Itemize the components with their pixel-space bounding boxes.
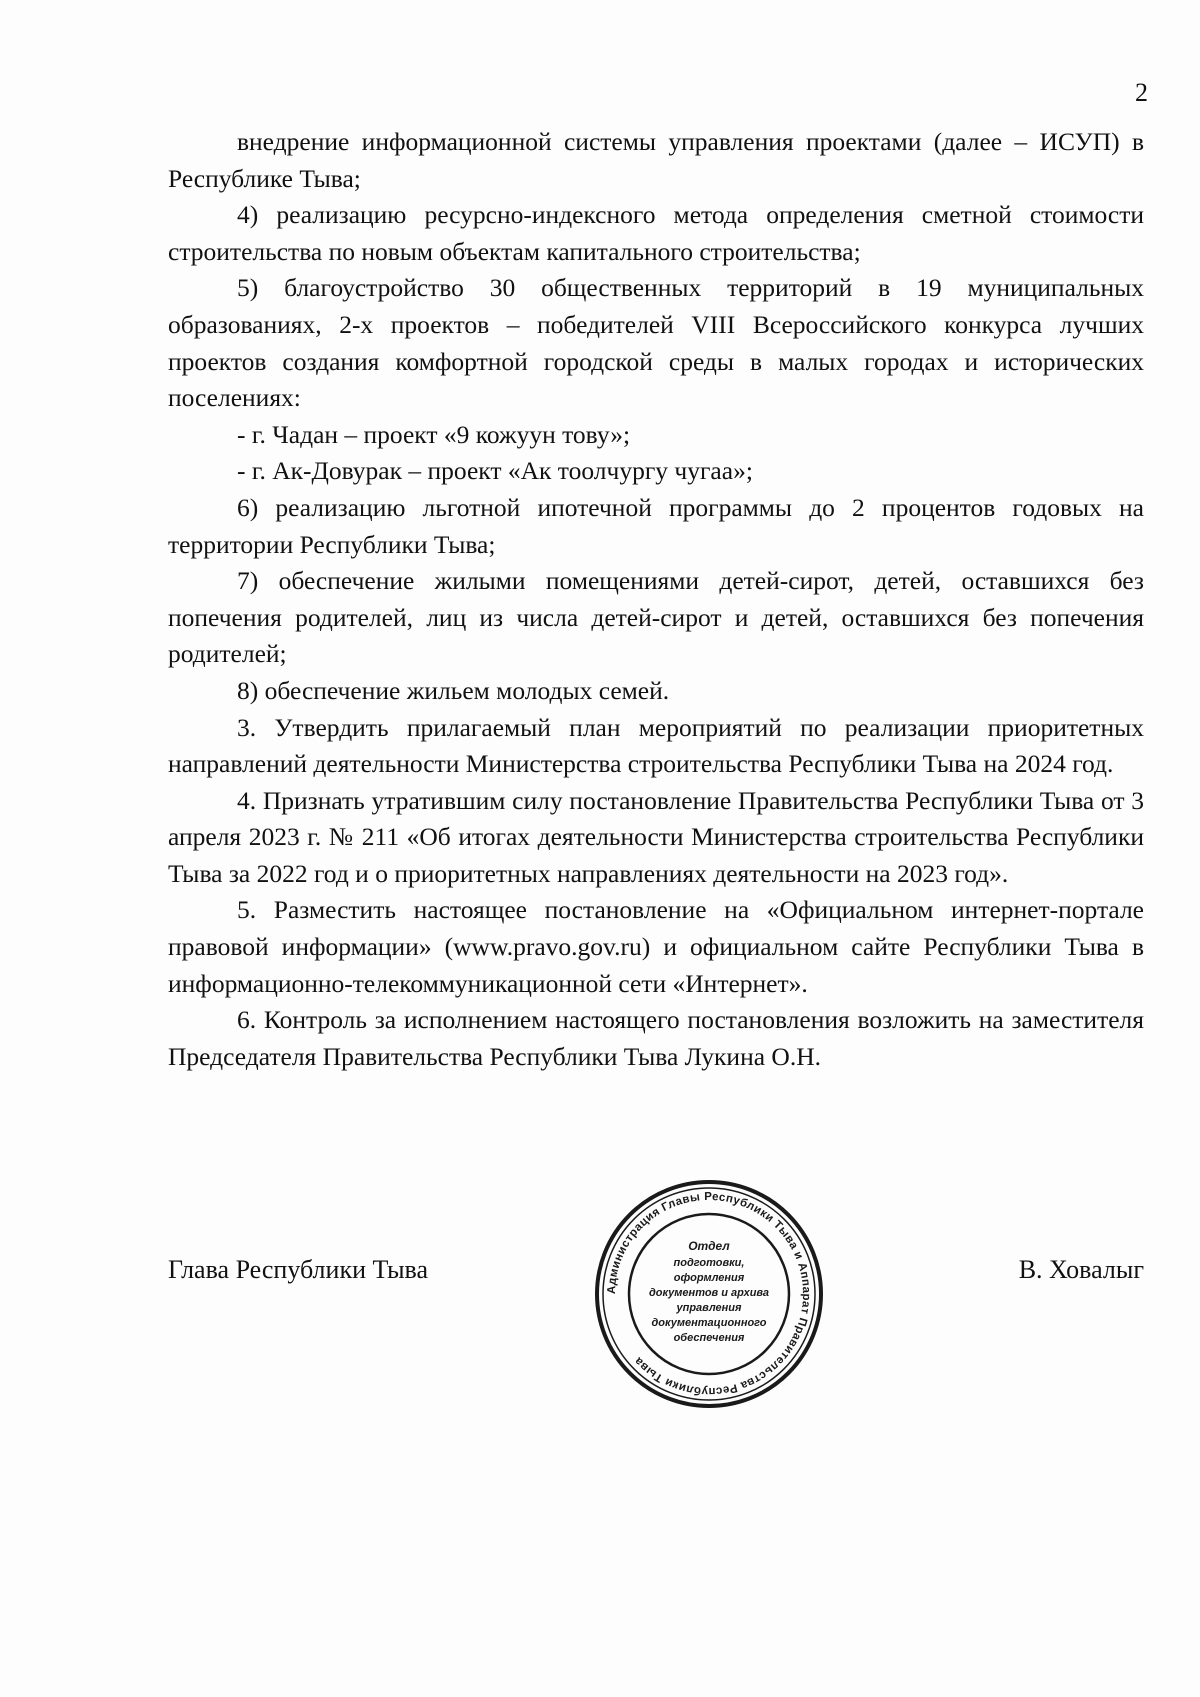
paragraph: 6. Контроль за исполнением настоящего постановления возложить на заместителя Председателя Правительства Республики Тыва Лукина О.Н. [168, 1005, 1144, 1071]
document-body [168, 124, 1144, 1075]
paragraph: 5) благоустройство 30 общественных территорий в 19 муниципальных образованиях, 2-х проектов – победителей VIII Всероссийского конкурса лучших проектов создания комфортной городской среды в малых городах и исторических поселениях: [168, 273, 1144, 413]
paragraph: - г. Ак-Довурак – проект «Ак тоолчургу чугаа»; [237, 456, 753, 486]
stamp-center-line: документационного [651, 1317, 767, 1329]
stamp-seal-icon [593, 1178, 825, 1410]
paragraph: 4. Признать утратившим силу постановление Правительства Республики Тыва от 3 апреля 2023 г. № 211 «Об итогах деятельности Министерства строительства Республики Тыва за 2022 год и о приоритетных направлениях деятельности на 2023 год». [168, 785, 1144, 888]
paragraph: 4) реализацию ресурсно-индексного метода определения сметной стоимости строительства по новым объектам капитального строительства; [168, 200, 1144, 266]
stamp-center-line: оформления [673, 1272, 745, 1284]
paragraph: внедрение информационной системы управления проектами (далее – ИСУП) в Республике Тыва; [168, 127, 1144, 193]
page-number: 2 [1135, 78, 1148, 107]
paragraph: 8) обеспечение жильем молодых семей. [237, 675, 670, 705]
stamp-center-line: обеспечения [673, 1332, 745, 1344]
stamp-center-line: управления [676, 1302, 742, 1314]
paragraph: 3. Утвердить прилагаемый план мероприятий по реализации приоритетных направлений деятельности Министерства строительства Республики Тыва на 2024 год. [168, 712, 1144, 779]
paragraph: 5. Разместить настоящее постановление на «Официальном интернет-портале правовой информации» (www.pravo.gov.ru) и официальном сайте Республики Тыва в информационно-телекоммуникационной сети «Интернет». [168, 895, 1144, 998]
paragraph: 6) реализацию льготной ипотечной программы до 2 процентов годовых на территории Республики Тыва; [168, 492, 1144, 559]
paragraph: 7) обеспечение жилыми помещениями детей-сирот, детей, оставшихся без попечения родителей, лиц из числа детей-сирот и детей, оставшихся без попечения родителей; [168, 566, 1144, 669]
stamp-center-line: Отдел [688, 1239, 730, 1253]
signatory-name: В. Ховалыг [1018, 1255, 1144, 1284]
stamp-center-line: подготовки, [673, 1257, 745, 1269]
paragraph: - г. Чадан – проект «9 кожуун тову»; [237, 419, 631, 449]
stamp-ring-text: Администрация Главы Республики Тыва и Аппарат Правительства Республики Тыва [605, 1190, 813, 1398]
official-stamp [593, 1178, 825, 1410]
signatory-title: Глава Республики Тыва [168, 1255, 429, 1284]
stamp-center-line: документов и архива [648, 1287, 770, 1299]
